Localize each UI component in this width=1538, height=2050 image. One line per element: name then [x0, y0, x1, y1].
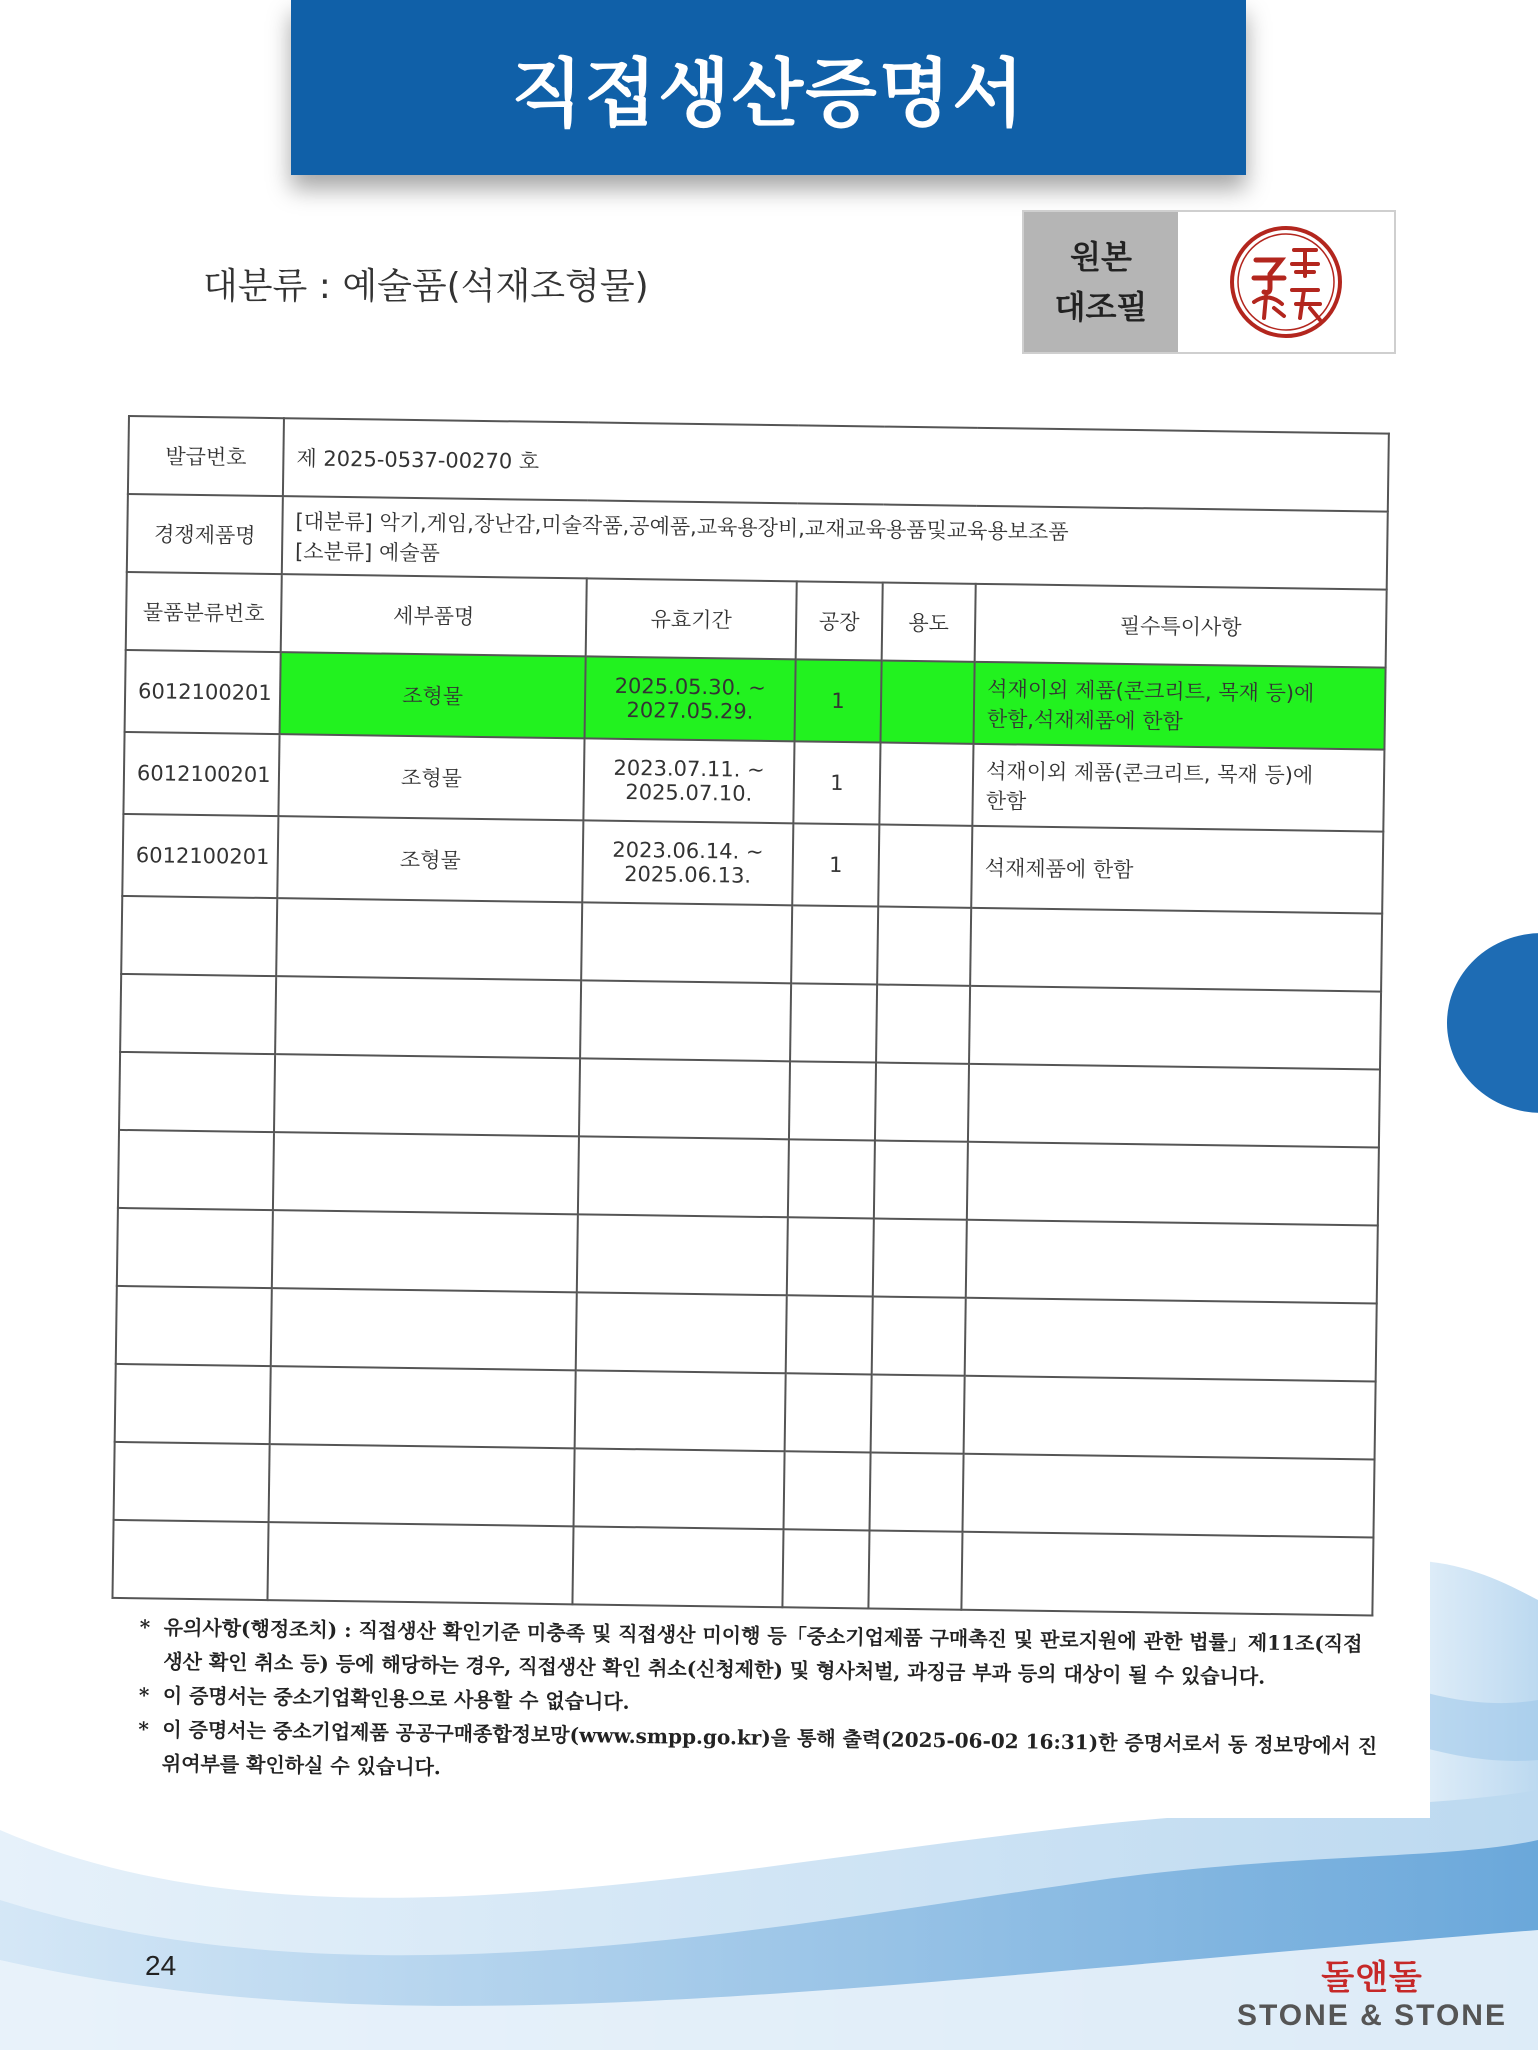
row-code: 6012100201: [122, 814, 278, 898]
row-factory: 1: [793, 741, 880, 824]
row-note-line2: 한함: [985, 789, 1027, 814]
row-code: 6012100201: [125, 650, 281, 734]
issue-number-label: 발급번호: [128, 416, 284, 496]
row-use: [879, 743, 973, 826]
row-factory: 1: [795, 659, 882, 742]
row-note-line1: 석재이외 제품(콘크리트, 목재 등)에: [987, 677, 1315, 706]
original-label-line1: 원본: [1070, 238, 1132, 276]
col-header-period: 유효기간: [586, 578, 797, 659]
company-logo: [1222, 1950, 1522, 2033]
row-period-end: 2027.05.29.: [626, 697, 754, 724]
col-header-code: 물품분류번호: [126, 572, 282, 652]
certificate-scan: [80, 400, 1430, 1818]
empty-row: [112, 1520, 1373, 1616]
row-period-start: 2023.07.11. ~: [613, 755, 765, 782]
row-period: [583, 738, 794, 823]
certificate-table: [111, 415, 1389, 1617]
col-header-use: 용도: [882, 583, 976, 662]
row-note-line1: 석재제품에 한함: [984, 856, 1134, 883]
col-header-factory: 공장: [796, 581, 883, 660]
row-note-line1: 석재이외 제품(콘크리트, 목재 등)에: [985, 759, 1314, 788]
row-note-line2: 한함,석재제품에 한함: [986, 707, 1183, 734]
product-name-label: 경쟁제품명: [127, 494, 283, 574]
row-period-end: 2025.07.10.: [625, 779, 753, 806]
note-verification: * 이 증명서는 중소기업제품 공공구매종합정보망(www.smpp.go.kr)을 통해 출력(2025-06-02 16:31)한 증명서로서 동 정보망에서 진위여부를 확인하실 수 있습니다.: [138, 1712, 1379, 1797]
logo-korean: 돌앤돌: [1321, 1958, 1423, 1998]
row-notes: [971, 826, 1383, 914]
seal-icon: [1226, 222, 1346, 342]
logo-english: STONE & STONE: [1237, 1999, 1507, 2032]
row-notes: [973, 662, 1385, 750]
note-administrative: * 유의사항(행정조치) : 직접생산 확인기준 미충족 및 직접생산 미이행 등「중소기업제품 구매촉진 및 판로지원에 관한 법률」제11조(직접생산 확인 취소 등) 등에 해당하는 경우, 직접생산 확인 취소(신청제한) 및 형사처벌, 과징금 부과 등의 대상이 될 수 있습니다.: [139, 1610, 1380, 1695]
row-code: 6012100201: [123, 732, 279, 816]
row-item-name: 조형물: [277, 816, 583, 902]
seal-area: [1178, 212, 1394, 352]
row-period: [582, 820, 793, 905]
row-item-name: 조형물: [278, 734, 584, 820]
original-copy-label: [1024, 212, 1178, 352]
row-period-start: 2025.05.30. ~: [614, 673, 767, 700]
original-copy-stamp: [1022, 210, 1396, 354]
row-period-end: 2025.06.13.: [624, 861, 752, 888]
row-use: [881, 661, 975, 744]
certificate-table-wrapper: [111, 415, 1387, 1616]
certificate-notes: [138, 1610, 1380, 1797]
col-header-notes: 필수특이사항: [975, 584, 1387, 668]
row-use: [878, 825, 972, 908]
page-title: 직접생산증명서: [511, 50, 1026, 137]
row-item-name: 조형물: [280, 652, 586, 738]
page-number: 24: [145, 1950, 177, 1981]
product-major-category: [대분류] 악기,게임,장난감,미술작품,공예품,교육용장비,교재교육용품및교육용보조품: [295, 509, 1069, 545]
product-minor-category: [소분류] 예술품: [294, 539, 441, 566]
issue-number-value: 제 2025-0537-00270 호: [283, 418, 1389, 511]
row-period: [585, 656, 796, 741]
original-label-line2: 대조필: [1054, 288, 1148, 326]
row-notes: [972, 744, 1384, 832]
category-label: 대분류 : 예술품(석재조형물): [203, 266, 649, 307]
row-period-start: 2023.06.14. ~: [612, 837, 764, 864]
row-factory: 1: [792, 823, 879, 906]
title-banner: [291, 0, 1246, 175]
col-header-item: 세부품명: [281, 574, 587, 656]
note-usage-restriction: * 이 증명서는 중소기업확인용으로 사용할 수 없습니다.: [139, 1678, 1379, 1729]
